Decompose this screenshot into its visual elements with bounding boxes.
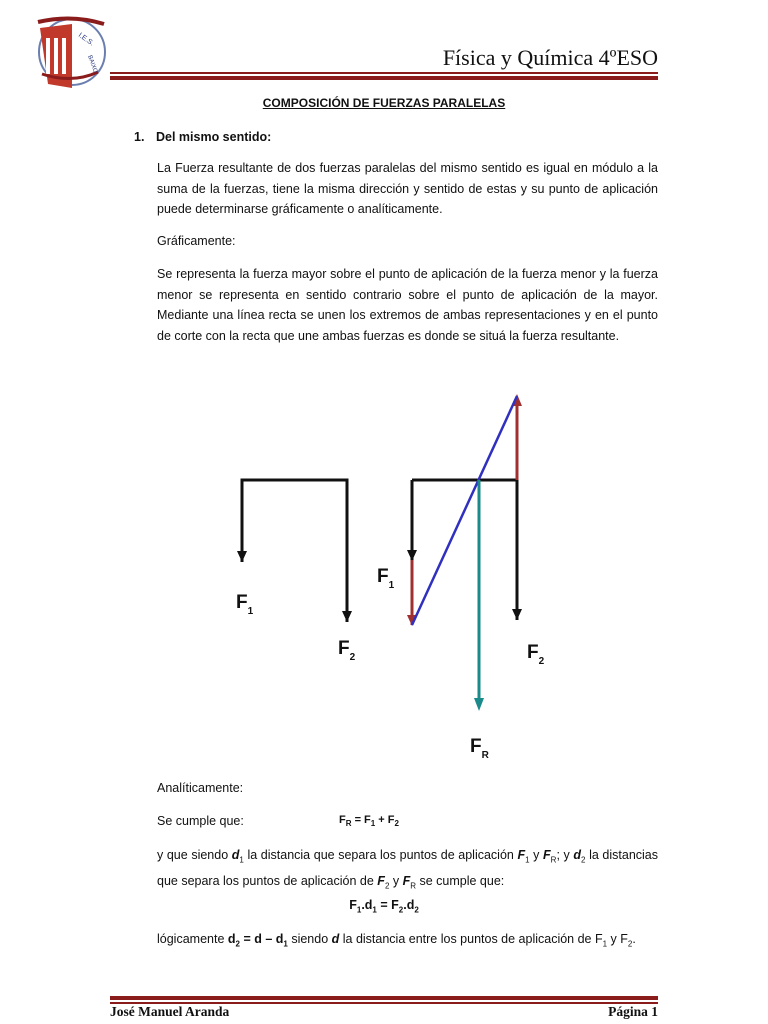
analytic-label: Analíticamente: [157,781,244,795]
resultant-arrowhead [474,698,484,711]
distance-paragraph: y que siendo $d_1$ la distancia que separa los puntos de aplicación $F_1$ y $F_R$; y $d_2$ la distancias que separa los puntos de aplicación de $F_2$ y $F_R$ se cumple que: [157,848,659,891]
left-f2-arrowhead [342,611,352,622]
section-title: Del mismo sentido: [156,130,272,144]
footer-rule-thick [110,996,658,1000]
left-f1-label: $F_1$ [236,592,254,617]
forces-diagram [160,380,640,770]
left-f2-label: $F_2$ [338,638,356,663]
left-f1-arrowhead [237,551,247,562]
right-f2-arrowhead [512,609,522,620]
document-title: COMPOSICIÓN DE FUERZAS PARALELAS [262,96,506,110]
svg-text:BAIXO: BAIXO [86,54,99,74]
connecting-line [412,396,517,625]
school-logo [32,14,106,92]
left-force-group [237,480,352,622]
right-f2-label: $F_2$ [527,642,545,667]
intro-paragraph: La Fuerza resultante de dos fuerzas paralelas del mismo sentido es igual en módulo a la suma de la fuerzas, tiene la misma dirección y sentido de estas y su punto de aplicación puede determinarse gráficamente o analíticamente. [157,161,658,216]
formula-sum: $F_R = F_1 + F_2$ [339,814,399,829]
right-force-group [407,394,522,711]
left-bar-frame [242,480,347,622]
section-heading [134,130,271,144]
cumple-label: Se cumple que: [157,814,244,828]
svg-text:I.E.S.: I.E.S. [76,31,95,48]
graphic-paragraph: Se representa la fuerza mayor sobre el punto de aplicación de la fuerza menor y la fuerza menor se representa en sentido contrario sobre el punto de aplicación de la mayor. Mediante una línea recta se unen los extremos de ambas representaciones y en el punto de corte con la recta que une ambas fuerzas es donde se situá la fuerza resultante. [157,267,658,343]
footer-author: José Manuel Aranda [110,1004,230,1019]
right-f1-arrowhead [407,550,417,561]
moment-equation: $F_1.d_1 = F_2.d_2$ [349,898,419,915]
header-title: Física y Química 4ºESO [442,45,658,70]
graphic-label: Gráficamente: [157,234,236,248]
header-rule-thick [110,76,658,80]
header-rule-thin [110,72,658,74]
section-number: 1. [134,130,145,144]
right-f1-label: $F_1$ [377,566,395,591]
footer-page-number: Página 1 [608,1004,658,1019]
resultant-label: $F_R$ [470,736,489,761]
logic-line: lógicamente $d_2 = d - d_1$ siendo d la distancia entre los puntos de aplicación de $F_1$ y $F_2$. [157,932,636,949]
